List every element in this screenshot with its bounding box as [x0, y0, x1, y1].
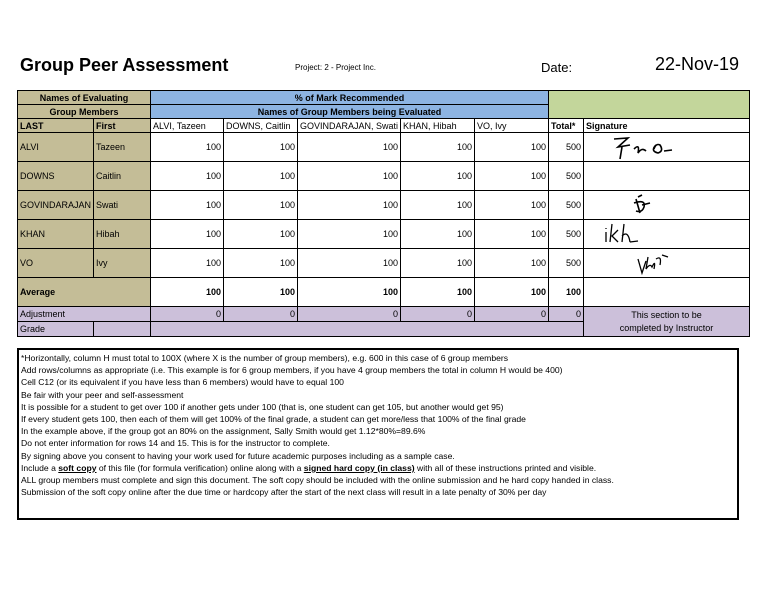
instructor-note-line-1: This section to be [631, 309, 702, 320]
average-cell: 100 [401, 278, 475, 307]
average-cell: 100 [475, 278, 549, 307]
col-member-1: ALVI, Tazeen [151, 119, 224, 133]
score-cell[interactable]: 100 [401, 162, 475, 191]
adjustment-cell[interactable]: 0 [475, 307, 549, 322]
col-first: First [94, 119, 151, 133]
adjustment-row [18, 307, 750, 322]
table-row [18, 249, 750, 278]
signature-cell [584, 162, 750, 191]
score-cell[interactable]: 100 [224, 220, 298, 249]
score-cell[interactable]: 100 [224, 191, 298, 220]
hard-copy-emphasis: signed hard copy (in class) [303, 462, 415, 473]
col-member-5: VO, Ivy [475, 119, 549, 133]
col-member-2: DOWNS, Caitlin [224, 119, 298, 133]
score-cell[interactable]: 100 [151, 220, 224, 249]
last-name: DOWNS [18, 162, 94, 191]
score-cell[interactable]: 100 [401, 220, 475, 249]
score-cell[interactable]: 100 [475, 220, 549, 249]
total-cell: 500 [549, 249, 584, 278]
col-member-3: GOVINDARAJAN, Swati [298, 119, 401, 133]
date-value: 22-Nov-19 [655, 54, 740, 74]
adjustment-cell[interactable]: 0 [151, 307, 224, 322]
table-row [18, 220, 750, 249]
soft-copy-text-a: Include a [21, 462, 59, 473]
score-cell[interactable]: 100 [401, 133, 475, 162]
first-name: Swati [94, 191, 151, 220]
score-cell[interactable]: 100 [298, 162, 401, 191]
adjustment-cell[interactable]: 0 [401, 307, 475, 322]
signature-vo [584, 249, 750, 278]
average-cell: 100 [298, 278, 401, 307]
table-row [18, 162, 750, 191]
peer-assessment-table [17, 90, 750, 337]
header-evaluating-2: Group Members [18, 105, 151, 119]
score-cell[interactable]: 100 [224, 133, 298, 162]
score-cell[interactable]: 100 [224, 249, 298, 278]
total-cell: 500 [549, 133, 584, 162]
col-last: LAST [18, 119, 94, 133]
instruction-line-soft-copy [21, 462, 735, 474]
last-name: KHAN [18, 220, 94, 249]
date-label: Date: [541, 60, 573, 75]
instruction-line: By signing above you consent to having your work used for future academic purposes including as a sample case. [21, 450, 455, 461]
instruction-line: Add rows/columns as appropriate (i.e. This example is for 6 group members, if you have 4 group members the total in column H would be 400) [21, 365, 563, 376]
signature-alvi [584, 133, 750, 162]
instruction-line: If every student gets 100, then each of them will get 100% of the final grade, a student can get more/less that 100% of the final grade [21, 414, 526, 425]
signature-cell [584, 249, 750, 278]
score-cell[interactable]: 100 [224, 162, 298, 191]
soft-copy-emphasis: soft copy [58, 462, 97, 473]
signature-cell [584, 191, 750, 220]
col-member-4: KHAN, Hibah [401, 119, 475, 133]
score-cell[interactable]: 100 [151, 191, 224, 220]
table-row [18, 133, 750, 162]
header-green-block [549, 91, 750, 119]
instructions-box [17, 348, 739, 520]
first-name: Ivy [94, 249, 151, 278]
signature-govindarajan [584, 191, 750, 220]
signature-khan [584, 220, 750, 249]
grade-label: Grade [18, 322, 94, 337]
first-name: Caitlin [94, 162, 151, 191]
project-name: Project: 2 - Project Inc. [295, 63, 376, 72]
page-title: Group Peer Assessment [20, 55, 229, 75]
average-row [18, 278, 750, 307]
col-total: Total* [549, 119, 584, 133]
soft-copy-text-e: with all of these instructions printed and visible. [414, 462, 597, 473]
score-cell[interactable]: 100 [298, 191, 401, 220]
total-cell: 500 [549, 162, 584, 191]
instruction-line: Submission of the soft copy online after the due time or hardcopy after the start of the next class will result in a late penalty of 30% per day [21, 487, 547, 498]
total-cell: 500 [549, 220, 584, 249]
score-cell[interactable]: 100 [401, 191, 475, 220]
score-cell[interactable]: 100 [151, 249, 224, 278]
last-name: ALVI [18, 133, 94, 162]
score-cell[interactable]: 100 [298, 133, 401, 162]
score-cell[interactable]: 100 [475, 191, 549, 220]
col-signature: Signature [584, 119, 750, 133]
average-cell: 100 [224, 278, 298, 307]
grade-cell[interactable] [151, 322, 584, 337]
score-cell[interactable]: 100 [151, 162, 224, 191]
header-percent-recommended: % of Mark Recommended [151, 91, 549, 105]
soft-copy-text-c: of this file (for formula verification) online along with a [96, 462, 304, 473]
header-evaluating-1: Names of Evaluating [18, 91, 151, 105]
adjustment-total: 0 [549, 307, 584, 322]
score-cell[interactable]: 100 [151, 133, 224, 162]
average-label: Average [18, 278, 151, 307]
score-cell[interactable]: 100 [298, 220, 401, 249]
last-name: VO [18, 249, 94, 278]
instruction-line: Cell C12 (or its equivalent if you have less than 6 members) would have to equal 100 [21, 377, 344, 388]
score-cell[interactable]: 100 [475, 162, 549, 191]
instructor-note-line-2: completed by Instructor [619, 322, 714, 333]
adjustment-label: Adjustment [18, 307, 151, 322]
average-signature-blank [584, 278, 750, 307]
instruction-line: *Horizontally, column H must total to 100X (where X is the number of group members), e.g. 600 in this case of 6 group members [21, 353, 509, 363]
score-cell[interactable]: 100 [401, 249, 475, 278]
instruction-line: It is possible for a student to get over 100 if another gets under 100 (that is, one student can get 105, but another would get 95) [21, 401, 504, 412]
signature-cell [584, 133, 750, 162]
header-members-evaluated: Names of Group Members being Evaluated [151, 105, 549, 119]
instruction-line: Do not enter information for rows 14 and 15. This is for the instructor to complete. [21, 438, 330, 449]
average-total: 100 [549, 278, 584, 307]
total-cell: 500 [549, 191, 584, 220]
score-cell[interactable]: 100 [475, 249, 549, 278]
score-cell[interactable]: 100 [298, 249, 401, 278]
last-name: GOVINDARAJAN [18, 191, 94, 220]
table-row [18, 191, 750, 220]
average-cell: 100 [151, 278, 224, 307]
instruction-line: In the example above, if the group got an 80% on the assignment, Sally Smith would get 1.12*80%=89.6% [21, 426, 426, 437]
adjustment-cell[interactable]: 0 [224, 307, 298, 322]
adjustment-cell[interactable]: 0 [298, 307, 401, 322]
first-name: Hibah [94, 220, 151, 249]
grade-blank [94, 322, 151, 337]
instruction-line: Be fair with your peer and self-assessment [21, 389, 184, 400]
score-cell[interactable]: 100 [475, 133, 549, 162]
instructor-section-note [584, 307, 750, 337]
signature-cell [584, 220, 750, 249]
instruction-line: ALL group members must complete and sign this document. The soft copy should be included with the online submission and he hard copy handed in class. [21, 475, 614, 486]
first-name: Tazeen [94, 133, 151, 162]
